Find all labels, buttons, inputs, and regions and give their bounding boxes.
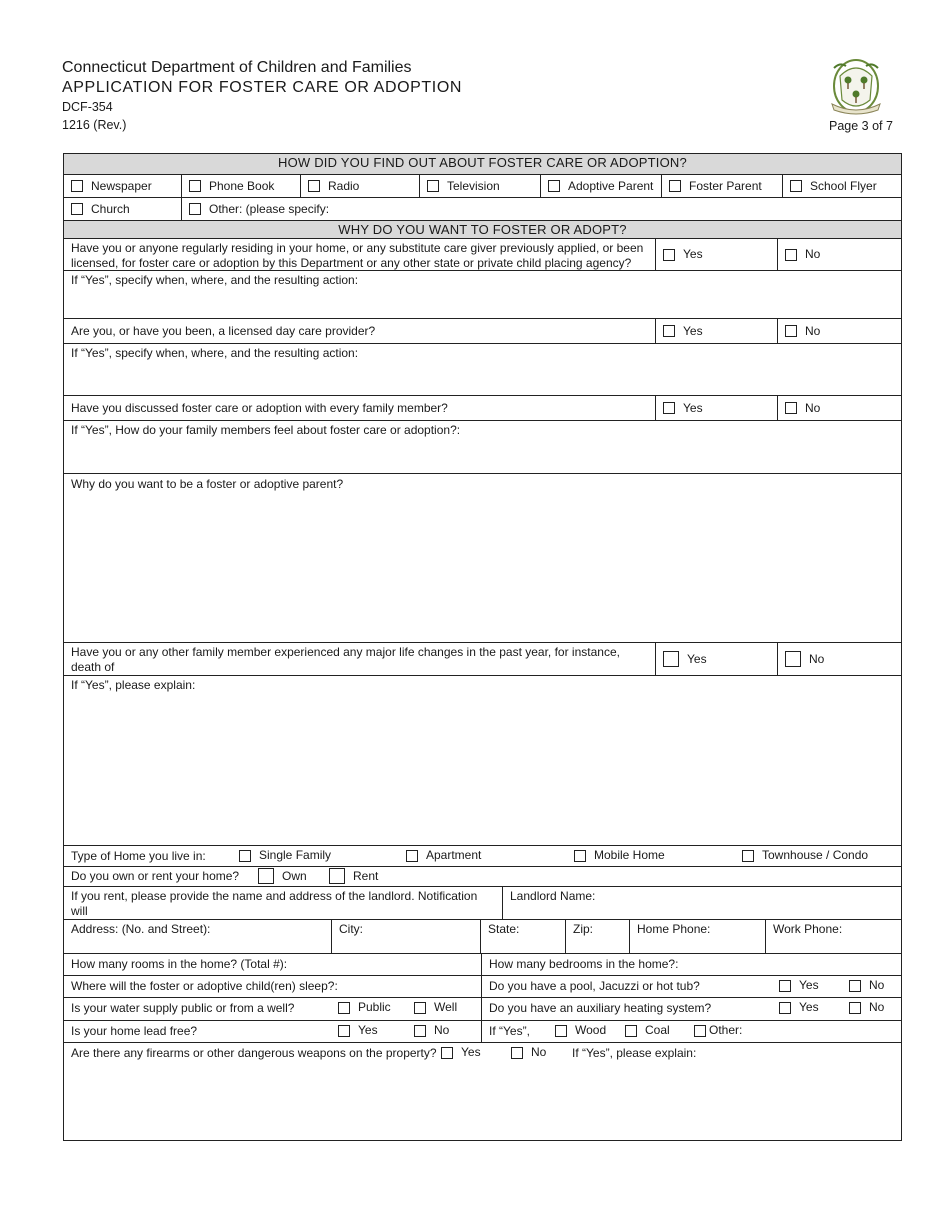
pool-row (481, 976, 901, 997)
no-label: No (531, 1045, 547, 1059)
field-label: Where will the foster or adoptive child(ren) sleep?: (71, 979, 338, 993)
field-label: How many bedrooms in the home?: (489, 957, 679, 971)
department-name: Connecticut Department of Children and Families (62, 59, 412, 76)
checkbox-lead-no[interactable] (414, 1025, 426, 1037)
checkbox-q1-yes[interactable] (663, 249, 675, 261)
option-phone-book[interactable] (181, 175, 300, 197)
option-label: Single Family (259, 848, 332, 862)
home-type-row (64, 846, 901, 866)
no-label: No (869, 1000, 885, 1014)
q1-yes[interactable] (655, 239, 777, 270)
checkbox-adoptive-parent[interactable] (548, 180, 560, 192)
checkbox-mobile-home[interactable] (574, 850, 586, 862)
checkbox-firearms-no[interactable] (511, 1047, 523, 1059)
no-label: No (809, 651, 825, 666)
q5-yes[interactable] (655, 643, 777, 675)
followup-label: If “Yes”, specify when, where, and the resulting action: (71, 273, 359, 287)
landlord-notice (64, 887, 502, 919)
option-label: Own (282, 868, 307, 883)
question-text: Why do you want to be a foster or adoptive parent? (71, 477, 344, 491)
option-newspaper[interactable] (64, 175, 181, 197)
bedrooms-field[interactable] (481, 954, 901, 975)
form-revision: 1216 (Rev.) (62, 118, 127, 132)
question-discussed-family (64, 396, 655, 420)
followup-label: If “Yes”, please explain: (71, 678, 196, 692)
option-other[interactable] (181, 198, 901, 220)
landlord-name-field[interactable] (502, 887, 901, 919)
yes-label: Yes (687, 651, 707, 666)
checkbox-q3-no[interactable] (785, 402, 797, 414)
question-text: Have you or any other family member experienced any major life changes in the past year, for instance, death of (71, 645, 620, 674)
checkbox-school-flyer[interactable] (790, 180, 802, 192)
option-label: Other: (709, 1023, 743, 1037)
checkbox-aux-heat-yes[interactable] (779, 1002, 791, 1014)
lead-no[interactable] (414, 1023, 449, 1038)
water-row (64, 998, 481, 1020)
q2-yes[interactable] (655, 319, 777, 343)
option-label: Radio (328, 178, 360, 193)
option-school-flyer[interactable] (782, 175, 901, 197)
section-heading-why: WHY DO YOU WANT TO FOSTER OR ADOPT? (64, 221, 901, 238)
firearms-no[interactable] (511, 1045, 546, 1060)
if-yes-label: If “Yes”, (489, 1024, 530, 1038)
checkbox-heat-other[interactable] (694, 1025, 706, 1037)
form-number: DCF-354 (62, 100, 113, 114)
option-label: Television (447, 178, 500, 193)
checkbox-q1-no[interactable] (785, 249, 797, 261)
field-label: Address: (No. and Street): (71, 922, 211, 936)
option-label: Church (91, 201, 130, 216)
home-type-mobile-home[interactable] (574, 848, 665, 863)
checkbox-coal[interactable] (625, 1025, 637, 1037)
heat-coal[interactable] (625, 1023, 670, 1038)
checkbox-firearms-yes[interactable] (441, 1047, 453, 1059)
field-label: State: (488, 922, 520, 936)
application-form (63, 153, 902, 1141)
checkbox-public[interactable] (338, 1002, 350, 1014)
no-label: No (434, 1023, 450, 1037)
city-field[interactable] (331, 920, 480, 953)
aux-heat-row (481, 998, 901, 1020)
option-label: Mobile Home (594, 848, 665, 862)
field-label: Zip: (573, 922, 594, 936)
checkbox-aux-heat-no[interactable] (849, 1002, 861, 1014)
home-type-townhouse[interactable] (742, 848, 868, 863)
own-rent-label: Do you own or rent your home? (71, 869, 240, 883)
option-label: Coal (645, 1023, 670, 1037)
firearms-yes[interactable] (441, 1045, 481, 1060)
checkbox-own[interactable] (258, 868, 274, 884)
option-adoptive-parent[interactable] (540, 175, 661, 197)
option-label: Wood (575, 1023, 607, 1037)
option-label: Adoptive Parent (568, 178, 654, 193)
yes-label: Yes (683, 247, 703, 261)
aux-heat-yes[interactable] (779, 1000, 819, 1015)
state-field[interactable] (480, 920, 565, 953)
q2-no[interactable] (777, 319, 901, 343)
form-header (62, 58, 462, 134)
checkbox-pool-yes[interactable] (779, 980, 791, 992)
option-church[interactable] (64, 198, 181, 220)
pool-no[interactable] (849, 978, 884, 993)
field-label: Home Phone: (637, 922, 711, 936)
question-text: Do you have an auxiliary heating system? (489, 1001, 712, 1015)
yes-label: Yes (358, 1023, 378, 1037)
checkbox-church[interactable] (71, 203, 83, 215)
q1-followup-field[interactable] (64, 271, 901, 318)
checkbox-radio[interactable] (308, 180, 320, 192)
home-type-single-family[interactable] (239, 848, 331, 863)
question-text: Is your water supply public or from a well? (71, 1001, 295, 1015)
checkbox-phone-book[interactable] (189, 180, 201, 192)
field-label: Work Phone: (773, 922, 843, 936)
checkbox-television[interactable] (427, 180, 439, 192)
checkbox-lead-yes[interactable] (338, 1025, 350, 1037)
checkbox-townhouse[interactable] (742, 850, 754, 862)
field-label: City: (339, 922, 363, 936)
option-foster-parent[interactable] (661, 175, 782, 197)
q3-yes[interactable] (655, 396, 777, 420)
yes-label: Yes (461, 1045, 481, 1059)
state-seal-icon (826, 56, 886, 118)
checkbox-foster-parent[interactable] (669, 180, 681, 192)
question-life-changes (64, 643, 655, 675)
field-label: Landlord Name: (510, 889, 596, 903)
aux-heat-no[interactable] (849, 1000, 884, 1015)
question-text: Are there any firearms or other dangerous weapons on the property? (71, 1046, 437, 1060)
no-label: No (805, 247, 821, 261)
heat-other[interactable] (694, 1023, 742, 1038)
option-label: School Flyer (810, 178, 877, 193)
checkbox-apartment[interactable] (406, 850, 418, 862)
heat-type-row (481, 1021, 901, 1042)
option-television[interactable] (419, 175, 540, 197)
work-phone-field[interactable] (765, 920, 901, 953)
question-text: Have you or anyone regularly residing in your home, or any substitute care giver previously applied, or been (71, 241, 644, 255)
q3-no[interactable] (777, 396, 901, 420)
question-text: licensed, for foster care or adoption by this Department or any other state or private child placing agency? (71, 256, 632, 270)
no-label: No (805, 323, 821, 338)
sleep-field[interactable] (64, 976, 481, 997)
yes-label: Yes (683, 323, 703, 338)
address-field[interactable] (64, 920, 331, 953)
home-type-label: Type of Home you live in: (71, 849, 206, 863)
water-well[interactable] (414, 1000, 457, 1015)
no-label: No (869, 978, 885, 992)
q5-followup-field[interactable] (64, 676, 901, 845)
pool-yes[interactable] (779, 978, 819, 993)
checkbox-pool-no[interactable] (849, 980, 861, 992)
option-radio[interactable] (300, 175, 419, 197)
checkbox-q5-no[interactable] (785, 651, 801, 667)
option-label: Other: (please specify: (209, 201, 330, 216)
form-title: APPLICATION FOR FOSTER CARE OR ADOPTION (62, 79, 463, 96)
rent-option[interactable] (329, 868, 378, 884)
option-label: Public (358, 1000, 391, 1014)
yes-label: Yes (683, 400, 703, 415)
option-label: Phone Book (209, 178, 275, 193)
water-public[interactable] (338, 1000, 391, 1015)
checkbox-single-family[interactable] (239, 850, 251, 862)
yes-label: Yes (799, 1000, 819, 1014)
checkbox-q2-no[interactable] (785, 325, 797, 337)
option-label: Apartment (426, 848, 482, 862)
notice-text: If you rent, please provide the name and address of the landlord. Notification will (71, 889, 478, 918)
checkbox-newspaper[interactable] (71, 180, 83, 192)
option-label: Newspaper (91, 178, 152, 193)
checkbox-rent[interactable] (329, 868, 345, 884)
q2-followup-field[interactable] (64, 344, 901, 395)
firearms-explain-label: If “Yes”, please explain: (572, 1046, 697, 1060)
lead-yes[interactable] (338, 1023, 378, 1038)
checkbox-q2-yes[interactable] (663, 325, 675, 337)
q1-no[interactable] (777, 239, 901, 270)
firearms-row[interactable] (64, 1043, 901, 1140)
question-previously-applied (64, 239, 655, 270)
home-phone-field[interactable] (629, 920, 765, 953)
page-number: Page 3 of 7 (829, 119, 893, 133)
own-rent-row (64, 867, 901, 886)
checkbox-wood[interactable] (555, 1025, 567, 1037)
question-text: Have you discussed foster care or adoption with every family member? (71, 400, 448, 415)
yes-label: Yes (799, 978, 819, 992)
question-text: Are you, or have you been, a licensed day care provider? (71, 323, 376, 338)
checkbox-well[interactable] (414, 1002, 426, 1014)
followup-label: If “Yes”, specify when, where, and the resulting action: (71, 346, 359, 360)
checkbox-other[interactable] (189, 203, 201, 215)
option-label: Townhouse / Condo (762, 848, 869, 862)
home-type-apartment[interactable] (406, 848, 481, 863)
question-text: Is your home lead free? (71, 1024, 198, 1038)
heat-wood[interactable] (555, 1023, 606, 1038)
checkbox-q5-yes[interactable] (663, 651, 679, 667)
option-label: Foster Parent (689, 178, 762, 193)
q5-no[interactable] (777, 643, 901, 675)
option-label: Rent (353, 868, 379, 883)
checkbox-q3-yes[interactable] (663, 402, 675, 414)
lead-row (64, 1021, 481, 1042)
zip-field[interactable] (565, 920, 629, 953)
question-text: Do you have a pool, Jacuzzi or hot tub? (489, 979, 700, 993)
q3-followup-field[interactable] (64, 421, 901, 473)
followup-label: If “Yes”, How do your family members feel about foster care or adoption?: (71, 423, 461, 437)
question-day-care (64, 319, 655, 343)
rooms-field[interactable] (64, 954, 481, 975)
field-label: How many rooms in the home? (Total #): (71, 957, 288, 971)
why-foster-field[interactable] (64, 474, 901, 642)
option-label: Well (434, 1000, 458, 1014)
no-label: No (805, 400, 821, 415)
section-heading-how-found: HOW DID YOU FIND OUT ABOUT FOSTER CARE OR ADOPTION? (64, 154, 901, 174)
own-option[interactable] (258, 868, 307, 884)
